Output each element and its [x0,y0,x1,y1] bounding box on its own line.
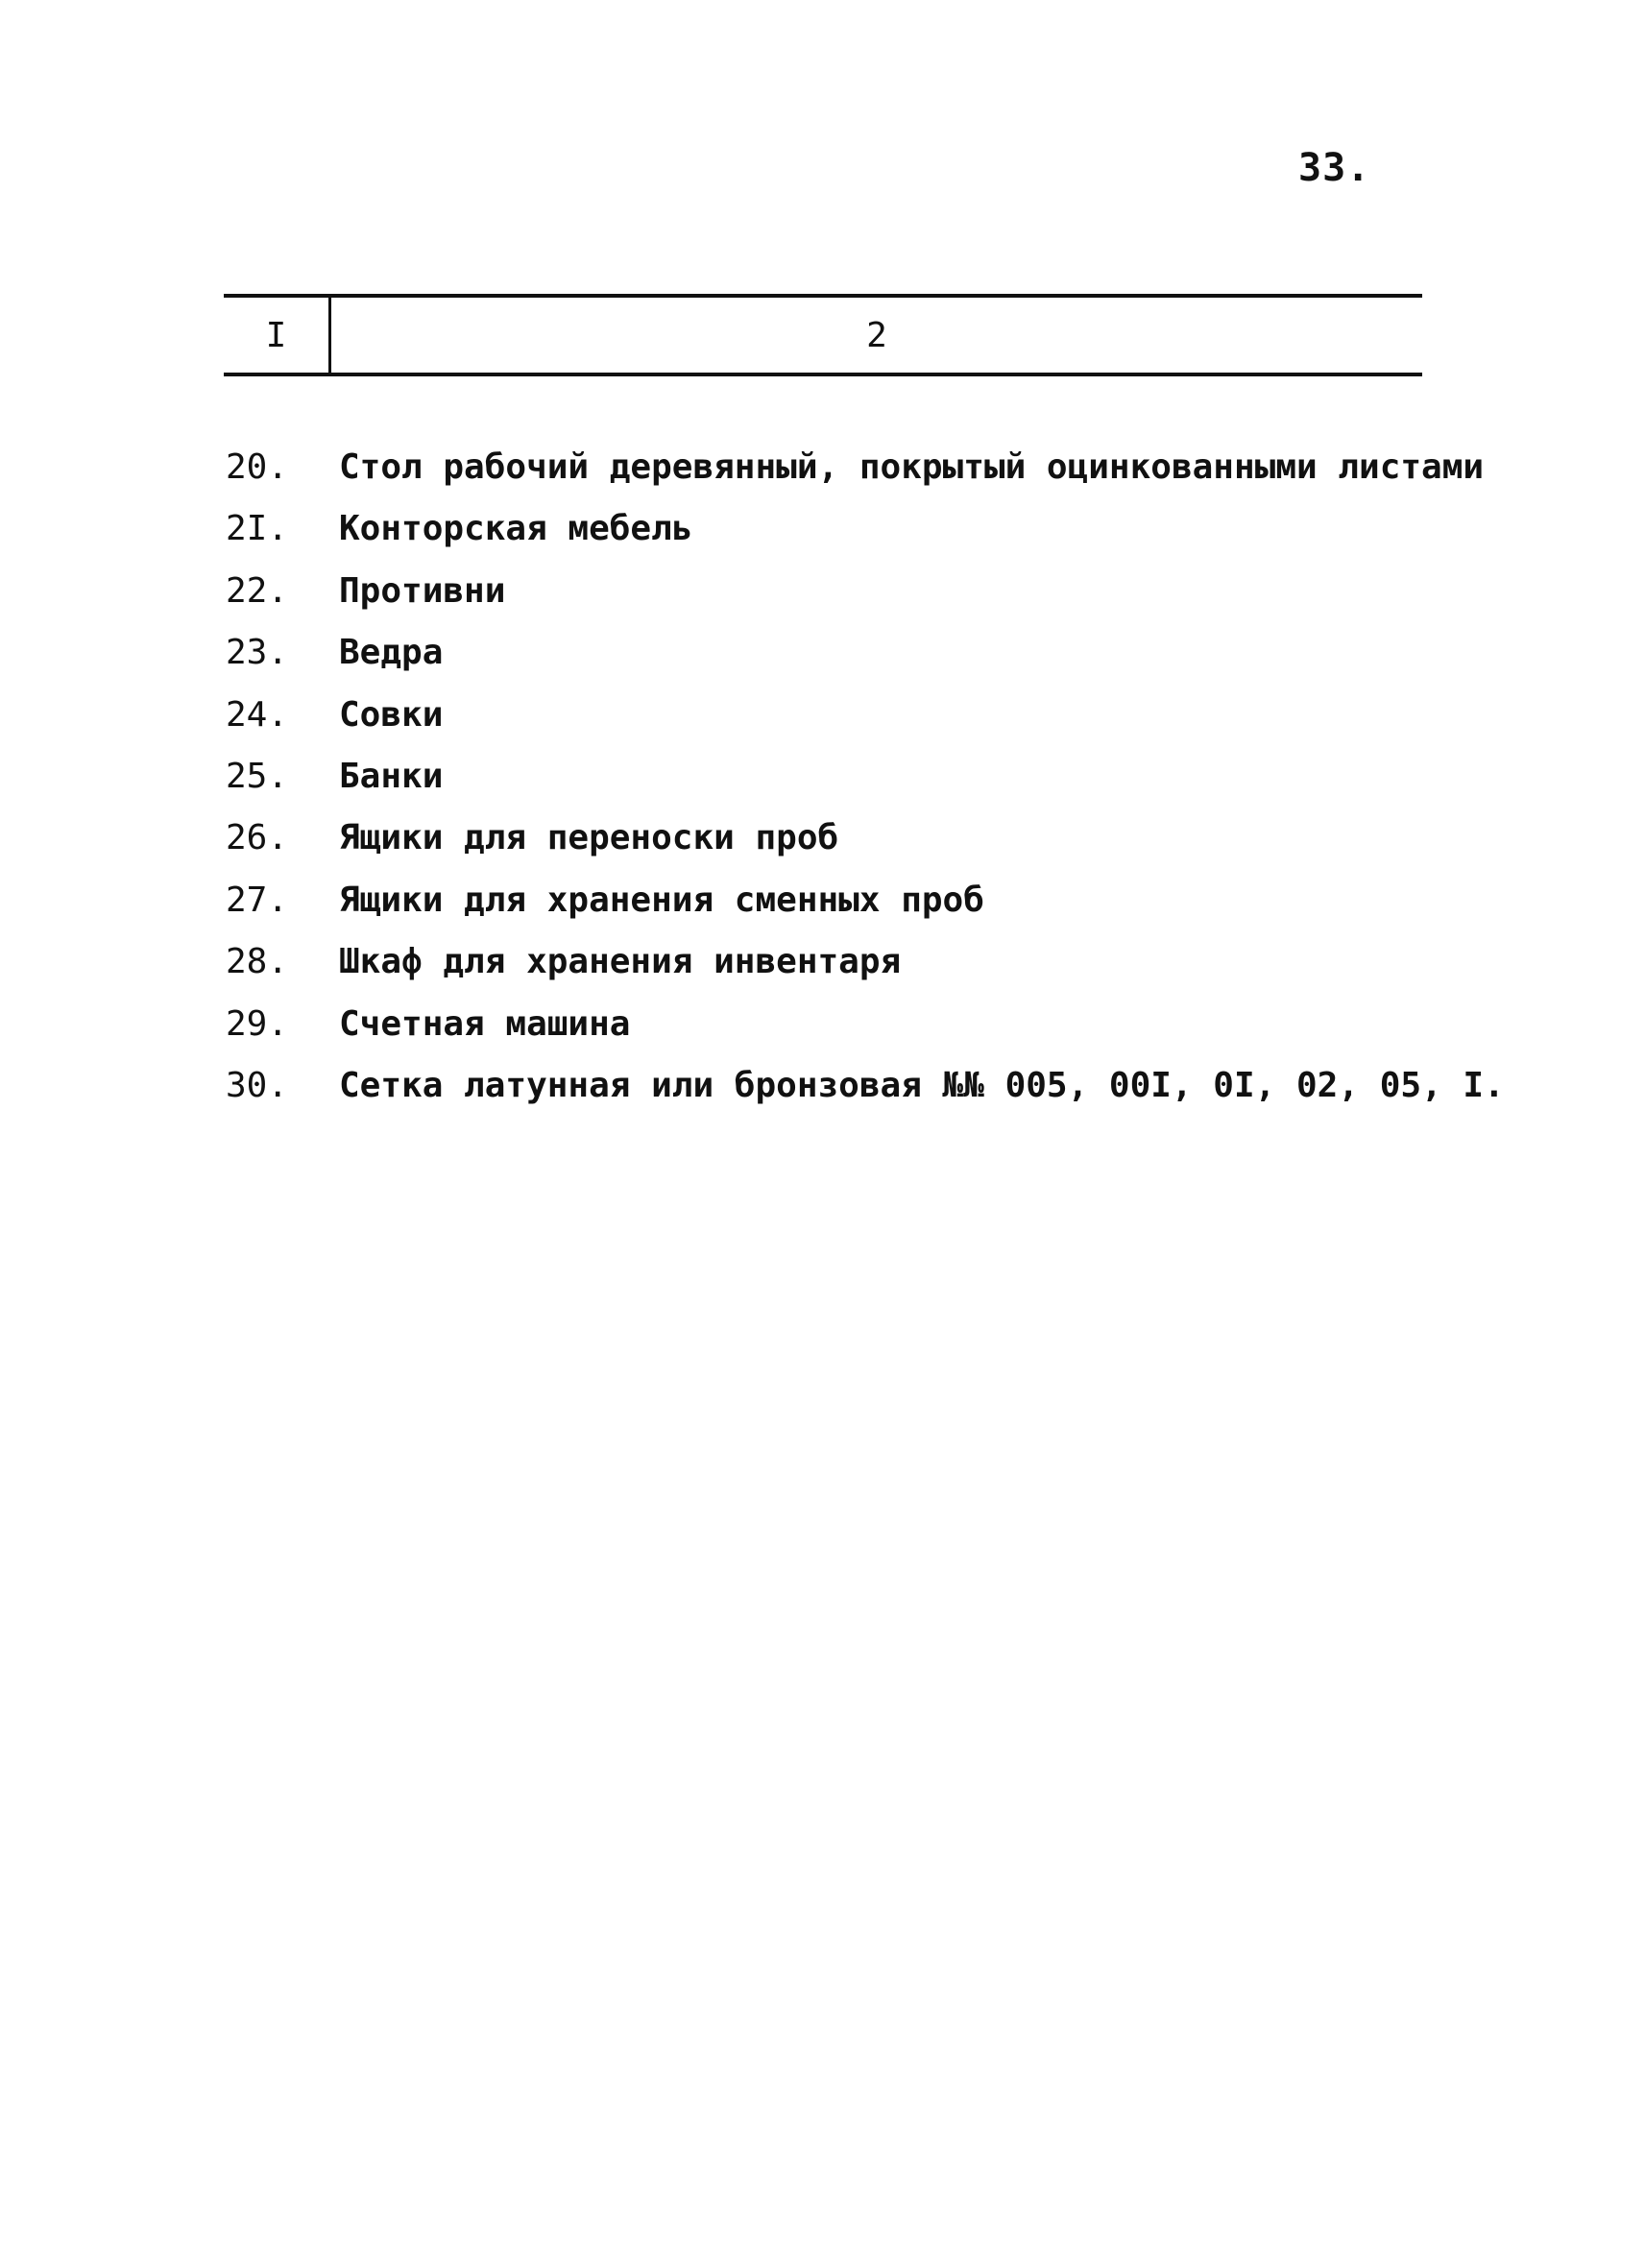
column-1-label: I [265,316,287,355]
table-header [224,294,1422,376]
column-2-label: 2 [866,316,887,355]
item-number: 22. [226,570,289,611]
list-item [226,498,1436,560]
item-number: 26. [226,818,289,858]
item-text: Ведра [339,633,444,673]
item-text: Совки [339,694,444,735]
table-top-rule [224,294,1422,298]
table-bottom-rule [224,373,1422,376]
item-number: 30. [226,1065,289,1105]
list-item [226,746,1436,808]
list-item [226,870,1436,931]
list-item [226,685,1436,746]
item-number: 29. [226,1003,289,1044]
item-text: Противни [339,570,506,611]
item-text: Банки [339,756,444,796]
item-number: 23. [226,633,289,673]
list-item [226,1055,1505,1117]
item-number: 27. [226,880,289,920]
list-item [226,437,1485,498]
list-item [226,994,1436,1055]
item-number: 24. [226,694,289,735]
item-number: 2I. [226,509,289,549]
item-text: Сетка латунная или бронзовая №№ 005, 00I, 0I, 02, 05, I. [339,1065,1505,1105]
item-text: Стол рабочий деревянный, покрытый оцинкованными листами [339,447,1485,487]
equipment-list [226,437,1505,1117]
item-text: Ящики для переноски проб [339,818,839,858]
list-item [226,622,1436,684]
item-text: Конторская мебель [339,509,693,549]
item-text: Шкаф для хранения инвентаря [339,942,902,982]
item-number: 25. [226,756,289,796]
item-text: Счетная машина [339,1003,631,1044]
page-number: 33. [1298,146,1371,190]
item-number: 28. [226,942,289,982]
item-text: Ящики для хранения сменных проб [339,880,984,920]
list-item [226,561,1436,622]
item-number: 20. [226,447,289,487]
list-item [226,931,1436,993]
list-item [226,808,1436,869]
